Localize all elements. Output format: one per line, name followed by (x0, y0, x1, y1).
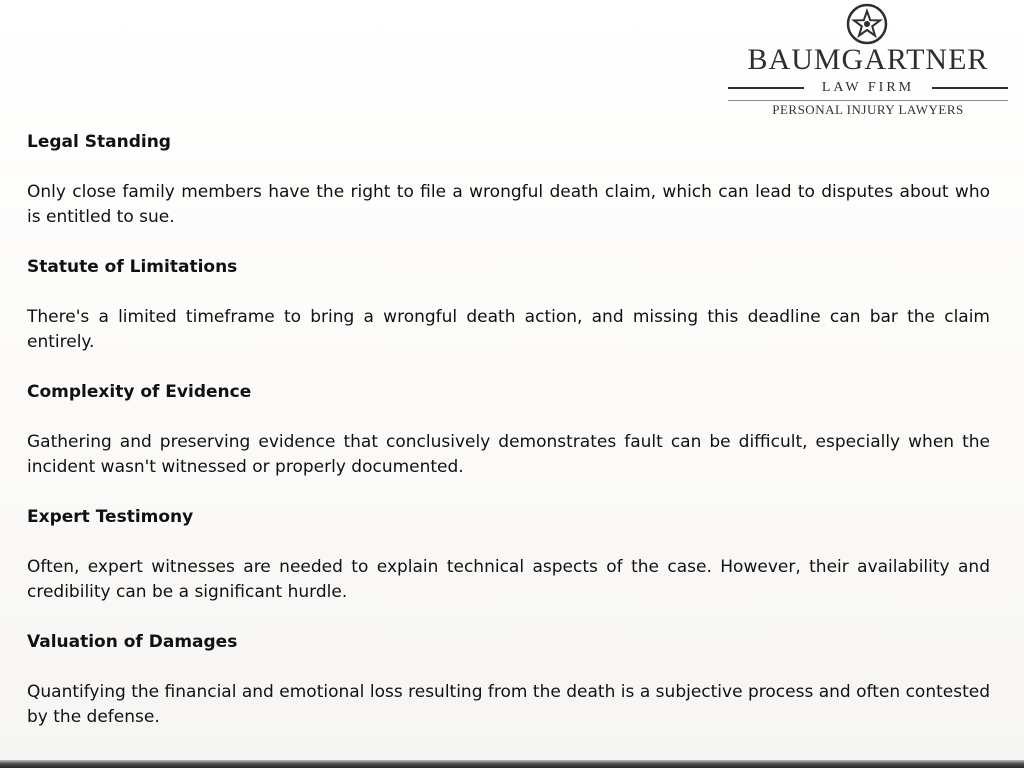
section-heading: Complexity of Evidence (27, 382, 252, 402)
section-body: Gathering and preserving evidence that conclusively demonstrates fault can be difficult, especially when the incident wasn't witnessed or properly documented. (27, 432, 990, 477)
logo-rule-right (932, 87, 1008, 89)
section-body: There's a limited timeframe to bring a wrongful death action, and missing this deadline can bar the claim entirely. (27, 307, 990, 352)
law-firm-logo (726, 2, 1010, 120)
section-body: Quantifying the financial and emotional loss resulting from the death is a subjective process and often contested by the defense. (27, 682, 990, 727)
section-valuation-of-damages (27, 630, 990, 729)
section-legal-standing (27, 130, 990, 229)
section-heading: Statute of Limitations (27, 257, 238, 277)
section-heading: Expert Testimony (27, 507, 194, 527)
section-body: Only close family members have the right to file a wrongful death claim, which can lead to disputes about who is entitled to sue. (27, 182, 990, 227)
bottom-bar (0, 760, 1024, 768)
section-complexity-of-evidence (27, 380, 990, 479)
section-body: Often, expert witnesses are needed to explain technical aspects of the case. However, their availability and credibility can be a significant hurdle. (27, 557, 990, 602)
section-heading: Valuation of Damages (27, 632, 238, 652)
section-statute-of-limitations (27, 255, 990, 354)
section-expert-testimony (27, 505, 990, 604)
document-content (27, 130, 990, 755)
logo-firm-name: BAUMGARTNER (747, 43, 989, 76)
section-heading: Legal Standing (27, 132, 171, 152)
logo-rule-left (728, 87, 804, 89)
logo-tagline: PERSONAL INJURY LAWYERS (772, 102, 964, 117)
logo-subtitle: LAW FIRM (821, 80, 915, 95)
star-circle-icon (845, 2, 889, 46)
logo-subtitle-row (726, 78, 1010, 98)
